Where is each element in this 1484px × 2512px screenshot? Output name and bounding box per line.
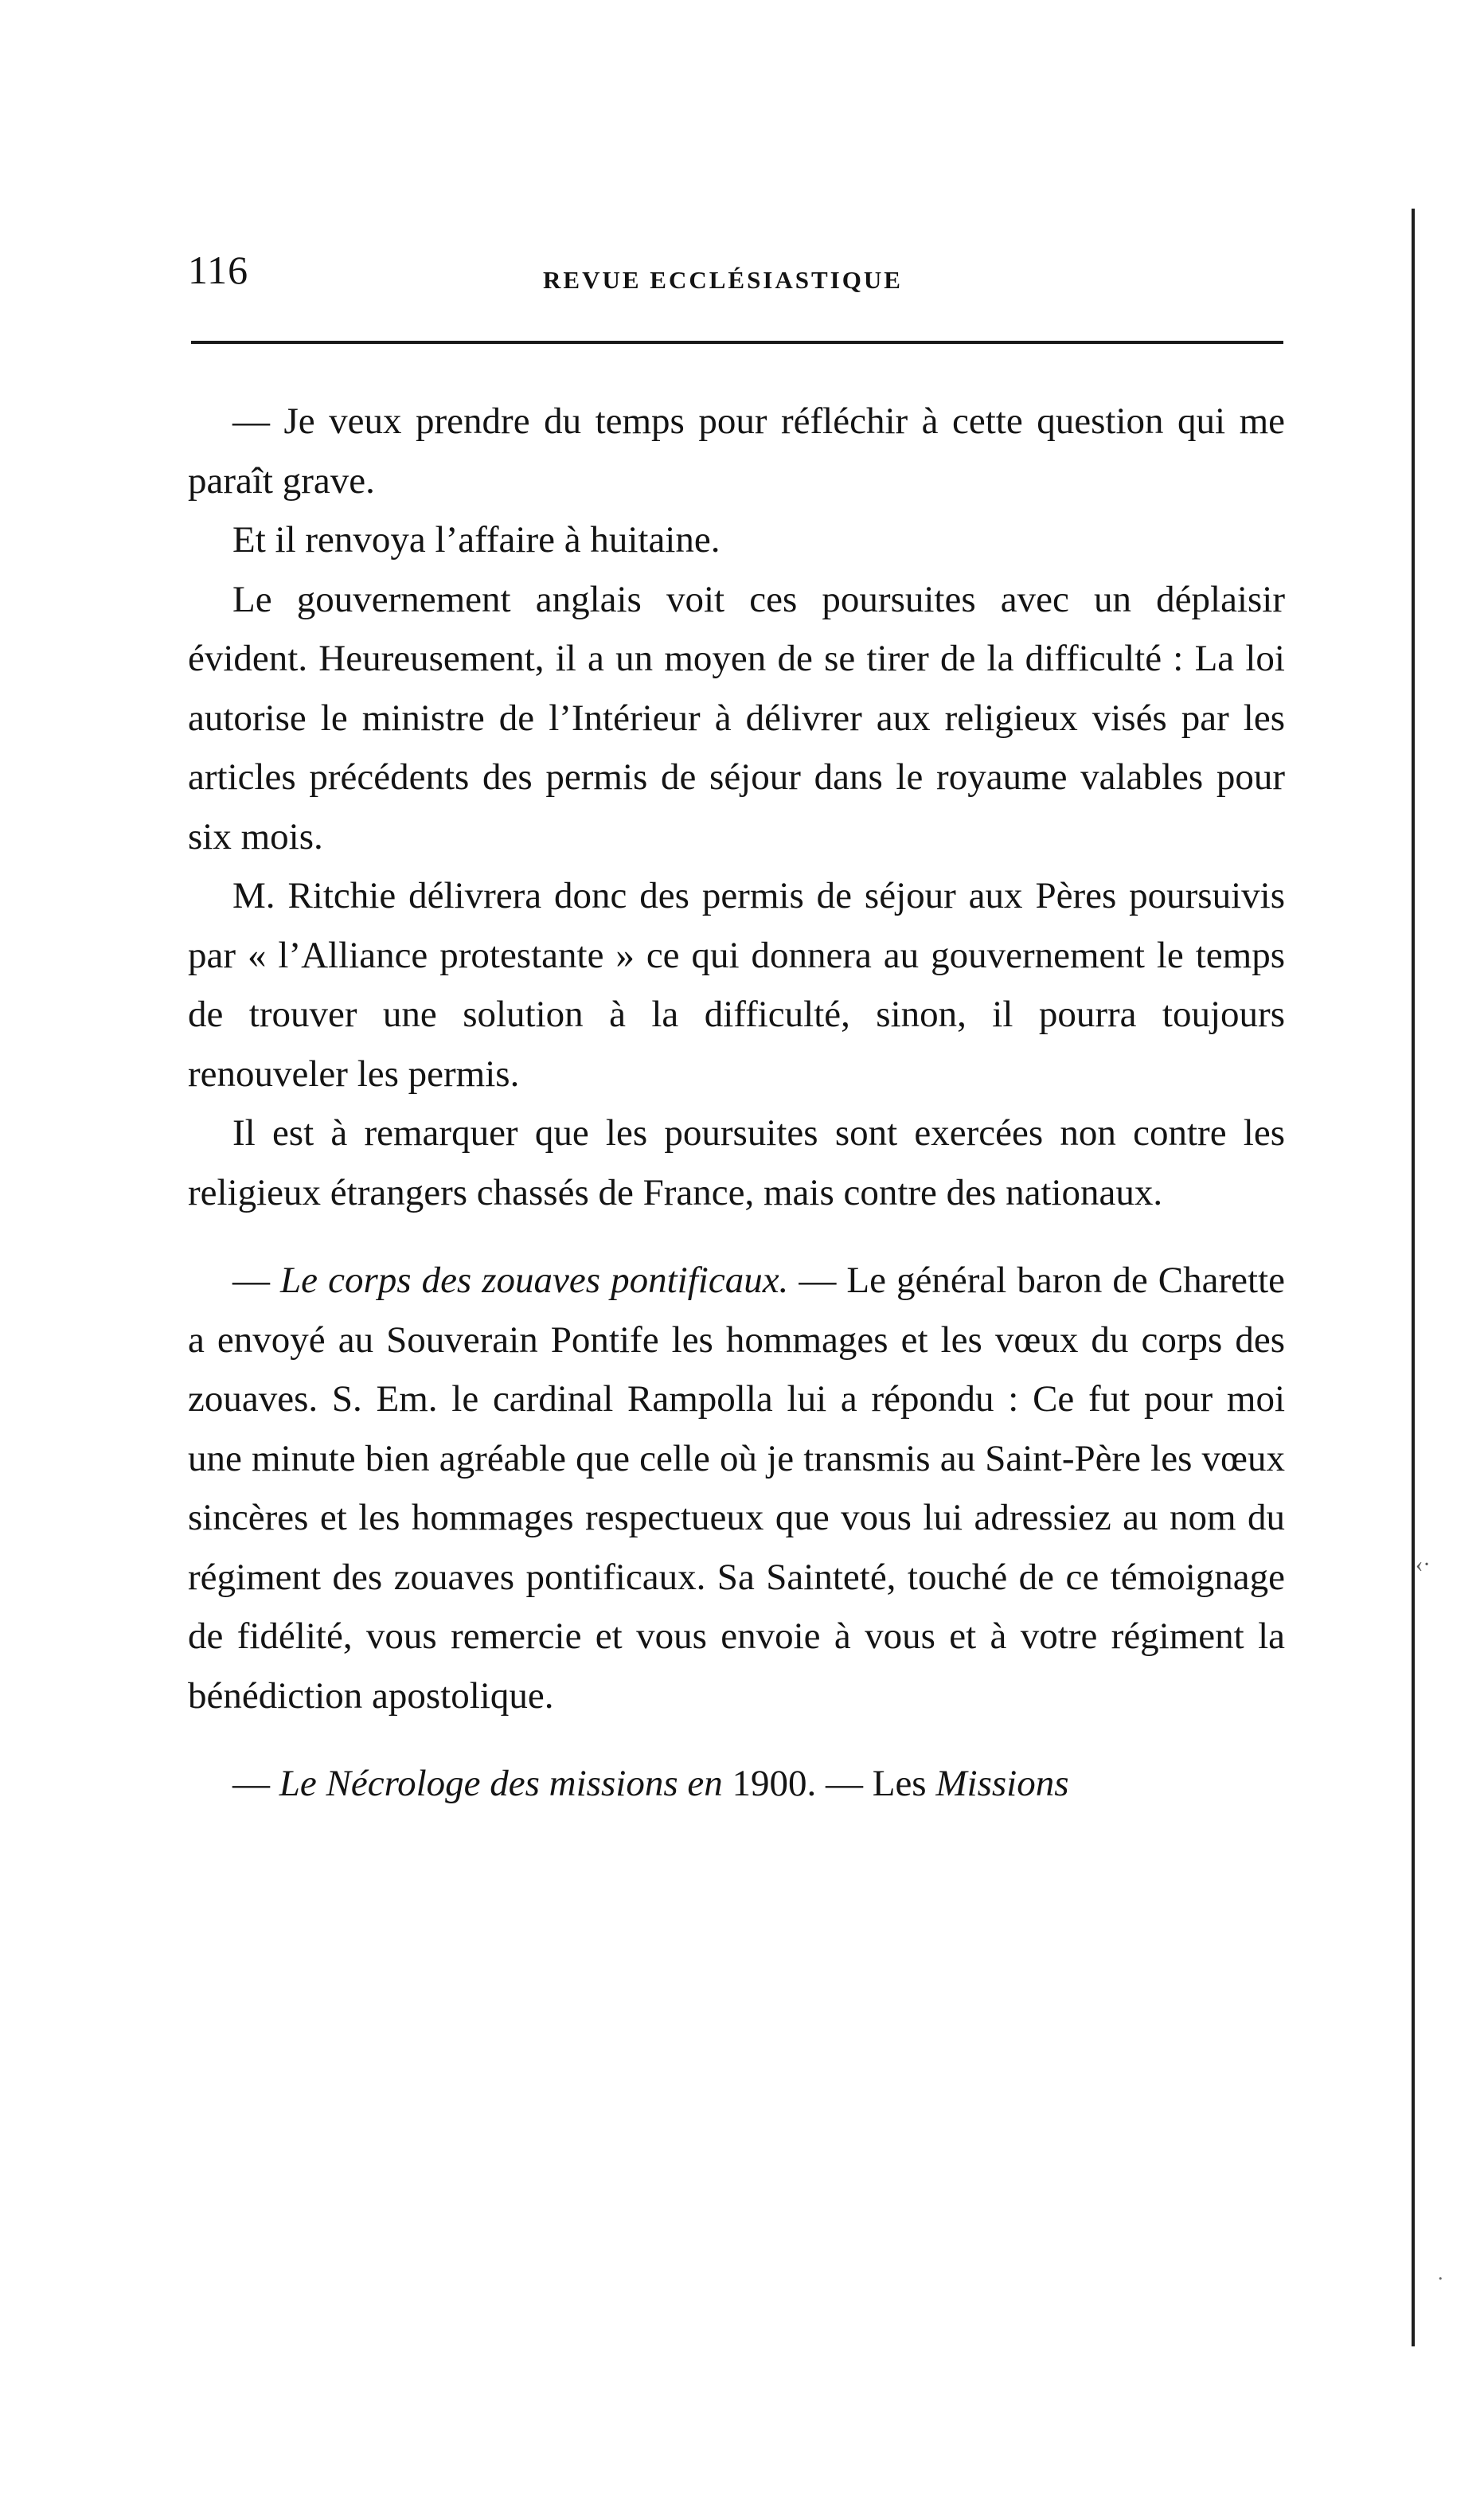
- news-item-zouaves: [188, 1251, 1285, 1725]
- news-dash: —: [232, 1260, 281, 1301]
- page-number: 116: [188, 248, 249, 292]
- news-item-necrologe: [188, 1754, 1285, 1814]
- news-title-zouaves: Le corps des zouaves pontificaux.: [280, 1260, 789, 1301]
- paragraph-quote: — Je veux prendre du temps pour réfléchir à cette question qui me paraît grave.: [188, 400, 1285, 502]
- header-rule: [191, 341, 1283, 344]
- journal-title: REVUE ECCLÉSIASTIQUE: [543, 266, 903, 294]
- body-text: [188, 392, 1285, 1814]
- paragraph-government: Le gouvernement anglais voit ces poursuites avec un déplaisir évident. Heureusement, il a un moyen de se tirer de la difficulté : La loi autorise le ministre de l’Intérieur à délivrer aux religieux visés par les articles précédents des permis de séjour dans le royaume valables pour six mois.: [188, 578, 1285, 858]
- news-tail-missions: Missions: [935, 1763, 1069, 1804]
- scan-mark: ‹·: [1416, 1553, 1431, 1577]
- news-text-zouaves: — Le général baron de Charette a envoyé au Souverain Pontife les hommages et les vœux du corps des zouaves. S. Em. le cardinal Rampolla lui a répondu : Ce fut pour moi une minute bien agréable que celle où je transmis au Saint-Père les vœux sincères et les hommages respectueux que vous lui adressiez au nom du régiment des zouaves pontificaux. Sa Sainteté, touché de ce témoignage de fidélité, vous remercie et vous envoie à vous et à votre régiment la bénédiction apostolique.: [188, 1260, 1285, 1717]
- news-title-necrologe: Le Nécrologe des missions en: [279, 1763, 723, 1804]
- scan-mark-lower: .: [1438, 2261, 1443, 2284]
- paragraph-ritchie: M. Ritchie délivrera donc des permis de séjour aux Pères poursuivis par « l’Alliance protestante » ce qui donnera au gouvernement le temps de trouver une solution à la difficulté, sinon, il pourra toujours renouveler les permis.: [188, 875, 1285, 1095]
- running-head: [188, 247, 1283, 311]
- news-text-necrologe: 1900. — Les: [722, 1763, 936, 1804]
- news-dash: —: [232, 1763, 279, 1804]
- paragraph-remark: Il est à remarquer que les poursuites sont exercées non contre les religieux étrangers chassés de France, mais contre des nationaux.: [188, 1112, 1285, 1213]
- paragraph-adjournment: Et il renvoya l’affaire à huitaine.: [232, 519, 721, 561]
- binding-edge-line: [1412, 209, 1415, 2346]
